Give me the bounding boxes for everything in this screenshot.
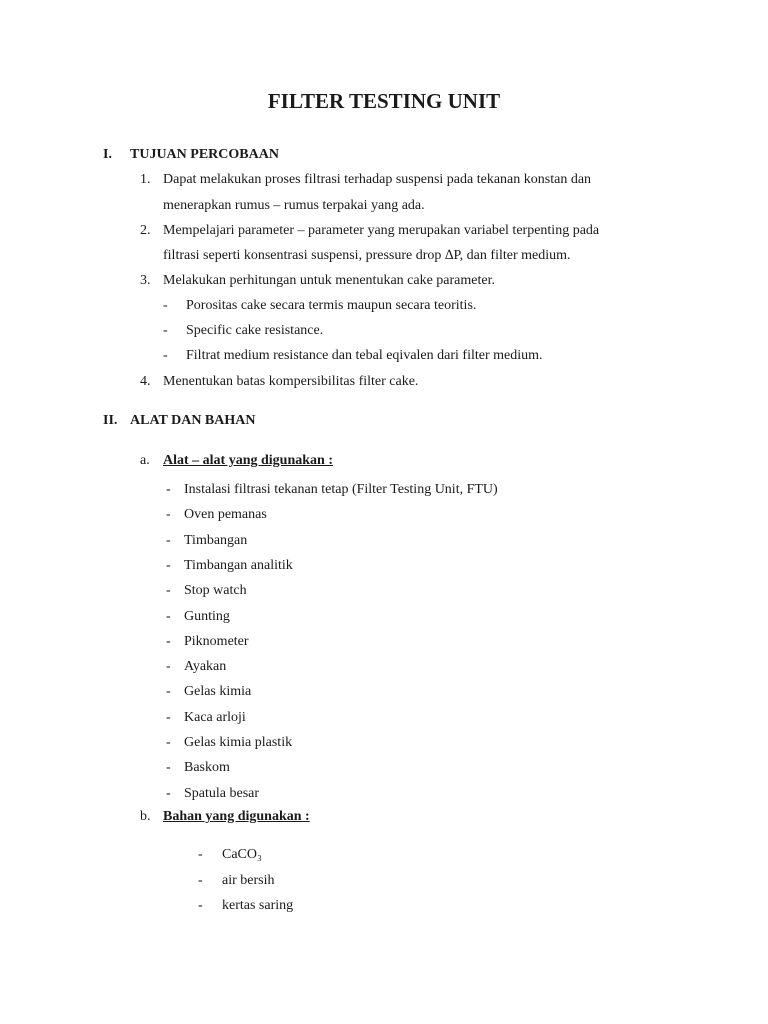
dash-bullet: - xyxy=(166,659,171,675)
list-item: Timbangan xyxy=(184,532,248,548)
dash-bullet: - xyxy=(163,323,168,338)
list-item-text: Dapat melakukan proses filtrasi terhadap suspensi pada tekanan konstan dan xyxy=(163,172,592,187)
list-item: Spatula besar xyxy=(184,785,260,801)
list-item: Stop watch xyxy=(184,583,247,599)
sub-item-text: Specific cake resistance. xyxy=(186,323,324,338)
dash-bullet: - xyxy=(198,847,203,862)
section-2-heading: ALAT DAN BAHAN xyxy=(130,413,256,428)
dash-bullet: - xyxy=(166,482,171,497)
list-item: Kaca arloji xyxy=(184,709,246,725)
list-item: Gelas kimia xyxy=(184,684,252,700)
list-item: Gelas kimia plastik xyxy=(184,735,293,750)
subsection-b-letter: b. xyxy=(140,809,151,824)
dash-bullet: - xyxy=(166,735,171,750)
list-item-text: Mempelajari parameter – parameter yang merupakan variabel terpenting pada xyxy=(163,223,600,238)
list-item: Ayakan xyxy=(184,659,227,675)
subsection-b-heading: Bahan yang digunakan : xyxy=(163,809,310,824)
list-item: Gunting xyxy=(184,608,230,624)
list-item: CaCO₃ xyxy=(222,847,262,862)
dash-bullet: - xyxy=(166,532,171,548)
dash-bullet: - xyxy=(163,348,168,363)
sub-item-text: Porositas cake secara termis maupun secara teoritis. xyxy=(186,298,477,313)
subsection-a-letter: a. xyxy=(140,453,150,468)
section-1-heading: TUJUAN PERCOBAAN xyxy=(130,147,279,162)
subsection-a-heading: Alat – alat yang digunakan : xyxy=(163,453,333,468)
list-item-number: 2. xyxy=(140,223,151,238)
dash-bullet: - xyxy=(198,898,203,913)
sub-item-text: Filtrat medium resistance dan tebal eqivalen dari filter medium. xyxy=(186,348,543,363)
list-item: air bersih xyxy=(222,872,275,888)
dash-bullet: - xyxy=(198,872,203,888)
dash-bullet: - xyxy=(166,785,171,801)
section-1-number: I. xyxy=(103,147,112,162)
dash-bullet: - xyxy=(166,684,171,700)
dash-bullet: - xyxy=(166,557,171,573)
dash-bullet: - xyxy=(166,633,171,649)
dash-bullet: - xyxy=(166,608,171,624)
list-item: Timbangan analitik xyxy=(184,557,293,573)
dash-bullet: - xyxy=(166,583,171,599)
list-item-text: menerapkan rumus – rumus terpakai yang ada. xyxy=(163,198,425,213)
list-item-number: 1. xyxy=(140,172,151,187)
dash-bullet: - xyxy=(166,507,171,523)
list-item: Piknometer xyxy=(184,633,249,649)
list-item: Oven pemanas xyxy=(184,507,267,523)
list-item-text: filtrasi seperti konsentrasi suspensi, pressure drop ∆P, dan filter medium. xyxy=(163,248,571,263)
list-item: kertas saring xyxy=(222,898,294,913)
dash-bullet: - xyxy=(166,709,171,725)
dash-bullet: - xyxy=(163,298,168,313)
section-2-number: II. xyxy=(103,413,118,428)
list-item-number: 4. xyxy=(140,374,151,389)
page-title: FILTER TESTING UNIT xyxy=(267,89,501,113)
list-item: Instalasi filtrasi tekanan tetap (Filter Testing Unit, FTU) xyxy=(184,482,498,497)
list-item-text: Menentukan batas kompersibilitas filter cake. xyxy=(163,374,419,389)
list-item-number: 3. xyxy=(140,273,151,288)
list-item: Baskom xyxy=(184,760,230,776)
dash-bullet: - xyxy=(166,760,171,776)
list-item-text: Melakukan perhitungan untuk menentukan cake parameter. xyxy=(163,273,495,288)
